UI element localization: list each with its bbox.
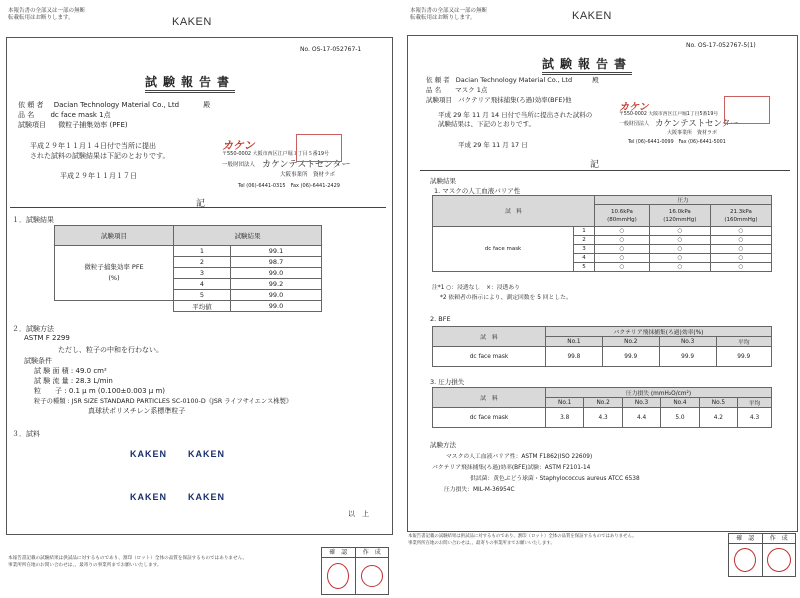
col-header-sample: 試 料 — [433, 388, 546, 408]
col-header-bfe: バクテリア飛抹捕集(ろ過)効率(%) — [546, 327, 772, 337]
org-name: カケンテストセンター — [655, 119, 739, 129]
org-name: カケンテストセンター — [262, 160, 351, 170]
report-date: 平成２９年１１月１７日 — [60, 172, 137, 180]
pressure-value: 4.2 — [699, 408, 737, 428]
result-cell: ○ — [649, 245, 710, 254]
field-product: 品 名 マスク 1点 — [426, 86, 488, 94]
condition-row: 粒 子 : 0.1 μ m (0.100±0.003 μ m) — [34, 387, 166, 395]
page-title: 試験報告書 — [145, 73, 235, 93]
condition-row: 粒子の種類 : JSR SIZE STANDARD PARTICLES SC-0100-D《JSR ライフサイエンス株製》 — [34, 398, 293, 405]
section-sample: ３．試料 — [12, 430, 40, 438]
col-header-result: 試験結果 — [174, 226, 322, 246]
signature-box: 確 認 作 成 — [321, 547, 389, 595]
official-stamp — [724, 96, 770, 124]
divider — [10, 207, 386, 208]
particle-note: 真球状ポリスチレン系標準粒子 — [88, 407, 186, 415]
result-cell: ○ — [595, 236, 650, 245]
official-stamp — [296, 134, 342, 162]
author-seal — [767, 548, 791, 572]
pressure-value: 4.3 — [584, 408, 622, 428]
bfe-value: 99.8 — [546, 347, 603, 367]
col-no3: No.3 — [622, 398, 660, 408]
result-cell: ○ — [595, 254, 650, 263]
row-index: 5 — [174, 290, 231, 301]
org-address: 〒550-0002 大阪市西区江戸堀１丁目５番19号 — [222, 151, 330, 157]
footer-disclaimer: 本報告書記載の試験結果は供試品に対するものであり、割印（ロット）全体の品質を保証するものではありません。 事業所所在地のお問い合わせは、、最寄りの事業所までお願いいたします。 — [8, 556, 248, 568]
result-cell: ○ — [710, 227, 771, 236]
pressure-value: 4.4 — [622, 408, 660, 428]
row-value: 99.0 — [231, 290, 322, 301]
org-office: 大阪事業所 資材ラボ — [280, 172, 336, 178]
result-cell: ○ — [595, 245, 650, 254]
result-cell: ○ — [710, 236, 771, 245]
kaken-logo-mark: カケン — [619, 102, 649, 113]
org-foundation: 一般財団法人 — [619, 121, 650, 127]
row-value: 98.7 — [231, 257, 322, 268]
note-legend: 注*1 ○：浸透なし ×：浸透あり — [432, 285, 520, 291]
intro-text: 平成 29 年 11 月 14 日付で当所に提出された試料の 試験結果は、下記のとおりです。 — [438, 111, 593, 128]
method-line: 供試菌：黄色ぶどう球菌・Staphylococcus aureus ATCC 6538 — [470, 476, 640, 482]
col-no2: No.2 — [584, 398, 622, 408]
sample-logo: KAKEN — [130, 492, 168, 502]
approval-seal — [327, 563, 349, 589]
section-results: 試験結果 — [430, 177, 456, 185]
report-date: 平成 29 年 11 月 17 日 — [458, 141, 528, 149]
ki-mark: 記 — [196, 199, 207, 209]
field-test-item: 試験項目 バクテリア飛抹捕集(ろ過)効率(BFE)他 — [426, 96, 572, 104]
condition-row: 試 験 流 量 : 28.3 L/min — [34, 377, 113, 385]
col-header-pressure-loss: 圧力損失 (mmH₂O/cm²) — [546, 388, 772, 398]
report-number: No. OS-17-052767-5(1) — [686, 42, 756, 49]
sample-name: dc face mask — [433, 347, 546, 367]
ki-mark: 記 — [590, 160, 601, 170]
bfe-table — [432, 326, 772, 367]
field-client: 依 頼 者 Dacian Technology Material Co., Ltd 殿 — [18, 101, 211, 109]
row-index: 3 — [574, 245, 595, 254]
col-avg: 平均 — [716, 337, 771, 347]
org-phone: Tel (06)-6441-0099 Fax (06)-6441-5001 — [628, 140, 726, 145]
row-index: 2 — [574, 236, 595, 245]
sample-name: dc face mask — [433, 408, 546, 428]
signature-box: 確 認 作 成 — [728, 533, 796, 577]
row-value: 99.0 — [231, 268, 322, 279]
section-bfe: 2. BFE — [430, 315, 451, 323]
field-client: 依 頼 者 Dacian Technology Material Co., Ltd 殿 — [426, 76, 599, 84]
author-seal — [361, 565, 383, 587]
result-cell: ○ — [595, 263, 650, 272]
section-pressure-loss: 3. 圧力損失 — [430, 378, 465, 386]
field-product: 品 名 dc face mask 1点 — [18, 111, 111, 119]
row-index: 平均値 — [174, 301, 231, 312]
copy-notice: 本報告書の全部又は一部の無断 転載転用はお断りします。 — [8, 8, 86, 21]
kaken-logo-mark: カケン — [222, 140, 255, 152]
row-index: 4 — [574, 254, 595, 263]
row-index: 1 — [574, 227, 595, 236]
org-office: 大阪事業所 資材ラボ — [667, 130, 718, 136]
divider — [420, 170, 790, 171]
row-index: 5 — [574, 263, 595, 272]
result-cell: ○ — [710, 245, 771, 254]
org-foundation: 一般財団法人 — [222, 162, 256, 168]
row-value: 99.1 — [231, 246, 322, 257]
org-address: 〒550-0002 大阪市西区江戸堀1丁目5番19号 — [619, 112, 719, 117]
pressure-3: 21.3kPa (160mmHg) — [710, 205, 771, 227]
method-line: マスクの人工血液バリア性：ASTM F1862(ISO 22609) — [446, 454, 593, 460]
intro-text: 平成２９年１１月１４日付で当所に提出 された試料の試験結果は下記のとおりです。 — [30, 142, 170, 160]
results-table — [54, 225, 322, 312]
brand-header: KAKEN — [172, 16, 212, 28]
method-standard: ASTM F 2299 — [24, 334, 70, 342]
section-results: １．試験結果 — [12, 216, 54, 224]
col-no1: No.1 — [546, 398, 584, 408]
report-number: No. OS-17-052767-1 — [300, 46, 362, 53]
bfe-value: 99.9 — [659, 347, 716, 367]
result-cell: ○ — [710, 254, 771, 263]
note-count: *2 依頼者の指示により、測定回数を 5 回とした。 — [440, 295, 572, 301]
copy-notice: 本報告書の全部又は一部の無断 転載転用はお断りします。 — [410, 8, 488, 21]
row-value: 99.2 — [231, 279, 322, 290]
method-line: バクテリア飛抹捕集(ろ過)効率(BFE)試験：ASTM F2101-14 — [432, 465, 591, 471]
pressure-loss-table — [432, 387, 772, 428]
col-no5: No.5 — [699, 398, 737, 408]
col-header-sample: 試 料 — [433, 196, 595, 227]
section-methods: 試験方法 — [430, 441, 456, 449]
row-value: 99.0 — [231, 301, 322, 312]
footer-disclaimer: 本報告書記載の試験結果は供試品に対するものであり、割印（ロット）全体の品質を保証するものではありません。 事業所所在地のお問い合わせは、、最寄りの事業所までお願いいたします。 — [408, 534, 637, 546]
row-index: 4 — [174, 279, 231, 290]
org-phone: Tel (06)-6441-0315 Fax (06)-6441-2429 — [238, 183, 340, 189]
col-no1: No.1 — [546, 337, 603, 347]
pressure-2: 16.0kPa (120mmHg) — [649, 205, 710, 227]
condition-row: 試 験 面 積 : 49.0 cm² — [34, 367, 107, 375]
row-index: 3 — [174, 268, 231, 279]
page-title: 試験報告書 — [542, 55, 632, 75]
method-line: 圧力損失：MIL-M-36954C — [444, 487, 515, 493]
end-mark: 以 上 — [348, 510, 369, 518]
approval-seal — [734, 548, 756, 572]
col-no4: No.4 — [661, 398, 699, 408]
result-cell: ○ — [595, 227, 650, 236]
col-header-sample: 試 料 — [433, 327, 546, 347]
sample-logo: KAKEN — [130, 449, 168, 459]
col-no2: No.2 — [602, 337, 659, 347]
col-header-pressure: 圧力 — [595, 196, 772, 205]
method-note: ただし、粒子の中和を行わない。 — [58, 346, 163, 354]
result-cell: ○ — [649, 263, 710, 272]
blood-barrier-table — [432, 195, 772, 272]
pressure-value: 5.0 — [661, 408, 699, 428]
col-no3: No.3 — [659, 337, 716, 347]
pressure-1: 10.6kPa (80mmHg) — [595, 205, 650, 227]
pressure-value: 3.8 — [546, 408, 584, 428]
field-test-item: 試験項目 微粒子捕集効率 (PFE) — [18, 121, 128, 129]
row-index: 2 — [174, 257, 231, 268]
col-header-item: 試験項目 — [55, 226, 174, 246]
result-cell: ○ — [649, 227, 710, 236]
sample-logo: KAKEN — [188, 492, 226, 502]
section-blood-barrier: 1. マスクの人工血液バリア性 — [434, 187, 521, 195]
result-cell: ○ — [649, 236, 710, 245]
brand-header: KAKEN — [572, 10, 612, 22]
bfe-value: 99.9 — [602, 347, 659, 367]
result-cell: ○ — [649, 254, 710, 263]
col-avg: 平均 — [738, 398, 772, 408]
item-cell: 微粒子捕集効率 PFE (%) — [55, 246, 174, 301]
sample-name: dc face mask — [433, 227, 574, 272]
sample-logo: KAKEN — [188, 449, 226, 459]
section-conditions: 試験条件 — [24, 357, 52, 365]
report-page-right — [404, 0, 800, 598]
section-method: ２．試験方法 — [12, 325, 54, 333]
result-cell: ○ — [710, 263, 771, 272]
row-index: 1 — [174, 246, 231, 257]
pressure-value: 4.3 — [738, 408, 772, 428]
bfe-value: 99.9 — [716, 347, 771, 367]
